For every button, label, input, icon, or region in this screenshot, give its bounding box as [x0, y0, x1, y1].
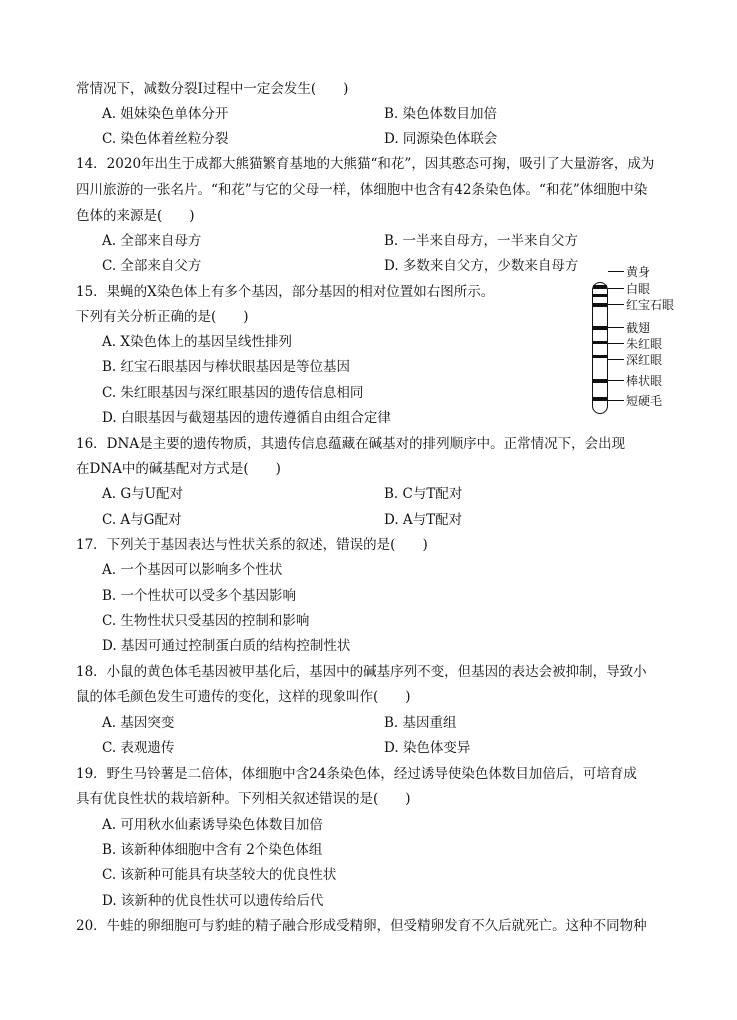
q19-option-d: D. 该新种的优良性状可以遗传给后代 [102, 893, 324, 909]
chromosome-band [593, 397, 607, 401]
chromosome-band [593, 341, 607, 344]
q13-stem: 常情况下，减数分裂Ⅰ过程中一定会发生( ) [76, 81, 349, 97]
gene-label: 黄身 [626, 265, 651, 279]
q17-option-d: D. 基因可通过控制蛋白质的结构控制性状 [102, 638, 351, 654]
gene-label: 朱红眼 [626, 337, 663, 351]
q18-stem-line1: 18．小鼠的黄色体毛基因被甲基化后，基因中的碱基序列不变，但基因的表达会被抑制，导致小 [76, 664, 647, 680]
q19-option-c: C. 该新种可能具有块茎较大的优良性状 [102, 867, 337, 883]
q16-stem-line2: 在DNA中的碱基配对方式是( ) [76, 461, 281, 477]
q19-stem-line1: 19．野生马铃薯是二倍体，体细胞中含24条染色体，经过诱导使染色体数目加倍后，可培育成 [76, 766, 637, 782]
q14-stem-line3: 色体的来源是( ) [76, 208, 195, 224]
q16-stem-line1: 16．DNA是主要的遗传物质，其遗传信息蕴藏在碱基对的排列顺序中。正常情况下，会出现 [76, 436, 626, 452]
q18-option-b: B. 基因重组 [384, 715, 457, 731]
q13-option-a: A. 姐妹染色单体分开 [102, 106, 229, 122]
q17-option-b: B. 一个性状可以受多个基因影响 [102, 588, 297, 604]
gene-label: 深红眼 [626, 353, 663, 367]
q13-option-b: B. 染色体数目加倍 [384, 106, 498, 122]
q19-option-b: B. 该新种体细胞中含有 2个染色体组 [102, 842, 323, 858]
gene-pointer [608, 359, 624, 360]
q14-stem-line2: 四川旅游的一张名片。“和花”与它的父母一样，体细胞中也含有42条染色体。“和花”体细胞中染 [76, 182, 648, 198]
q15-option-b: B. 红宝石眼基因与棒状眼基因是等位基因 [102, 359, 351, 375]
q15-option-c: C. 朱红眼基因与深红眼基因的遗传信息相同 [102, 385, 364, 401]
chromosome-band [593, 355, 607, 358]
chromosome-band [593, 285, 607, 289]
gene-pointer [608, 304, 624, 305]
q20-stem-line1: 20．牛蛙的卵细胞可与豹蛙的精子融合形成受精卵，但受精卵发育不久后就死亡。这种不同物种 [76, 918, 647, 934]
q15-option-d: D. 白眼基因与截翅基因的遗传遵循自由组合定律 [102, 410, 391, 426]
q17-option-a: A. 一个基因可以影响多个性状 [102, 562, 283, 578]
gene-pointer [608, 327, 624, 328]
q16-option-d: D. A与T配对 [384, 512, 463, 528]
q16-option-a: A. G与U配对 [102, 486, 183, 502]
gene-label: 白眼 [626, 282, 651, 296]
q18-option-a: A. 基因突变 [102, 715, 175, 731]
q16-option-c: C. A与G配对 [102, 512, 182, 528]
q19-option-a: A. 可用秋水仙素诱导染色体数目加倍 [102, 817, 323, 833]
q14-option-c: C. 全部来自父方 [102, 258, 202, 274]
gene-label: 棒状眼 [626, 374, 663, 388]
q13-option-d: D. 同源染色体联会 [384, 131, 498, 147]
q15-option-a: A. X染色体上的基因呈线性排列 [102, 334, 292, 350]
q14-option-d: D. 多数来自父方，少数来自母方 [384, 258, 579, 274]
q13-option-c: C. 染色体着丝粒分裂 [102, 131, 229, 147]
q19-stem-line2: 具有优良性状的栽培新种。下列相关叙述错误的是( ) [76, 791, 411, 807]
q18-stem-line2: 鼠的体毛颜色发生可遗传的变化，这样的现象叫作( ) [76, 689, 411, 705]
gene-label: 红宝石眼 [626, 298, 675, 312]
gene-pointer [608, 288, 624, 289]
chromosome-band [593, 326, 607, 330]
gene-pointer [608, 271, 624, 272]
q14-stem-line1: 14．2020年出生于成都大熊猫繁育基地的大熊猫“和花”，因其憨态可掬，吸引了大量游客，成为 [76, 156, 655, 172]
q15-stem-line1: 15．果蝇的X染色体上有多个基因，部分基因的相对位置如右图所示。 [76, 284, 495, 300]
gene-label: 截翅 [626, 321, 651, 335]
chromosome-band [593, 379, 607, 383]
x-chromosome [592, 282, 608, 414]
gene-pointer [608, 343, 624, 344]
chromosome-band [593, 294, 607, 297]
q17-stem: 17．下列关于基因表达与性状关系的叙述，错误的是( ) [76, 537, 428, 553]
gene-pointer [608, 400, 624, 401]
q14-option-a: A. 全部来自母方 [102, 233, 202, 249]
chromosome-band [593, 303, 607, 307]
gene-label: 短硬毛 [626, 394, 663, 408]
q17-option-c: C. 生物性状只受基因的控制和影响 [102, 613, 310, 629]
gene-pointer [608, 380, 624, 381]
q18-option-c: C. 表观遗传 [102, 740, 175, 756]
q16-option-b: B. C与T配对 [384, 486, 463, 502]
q18-option-d: D. 染色体变异 [384, 740, 471, 756]
q15-stem-line2: 下列有关分析正确的是( ) [76, 309, 249, 325]
q14-option-b: B. 一半来自母方，一半来自父方 [384, 233, 579, 249]
